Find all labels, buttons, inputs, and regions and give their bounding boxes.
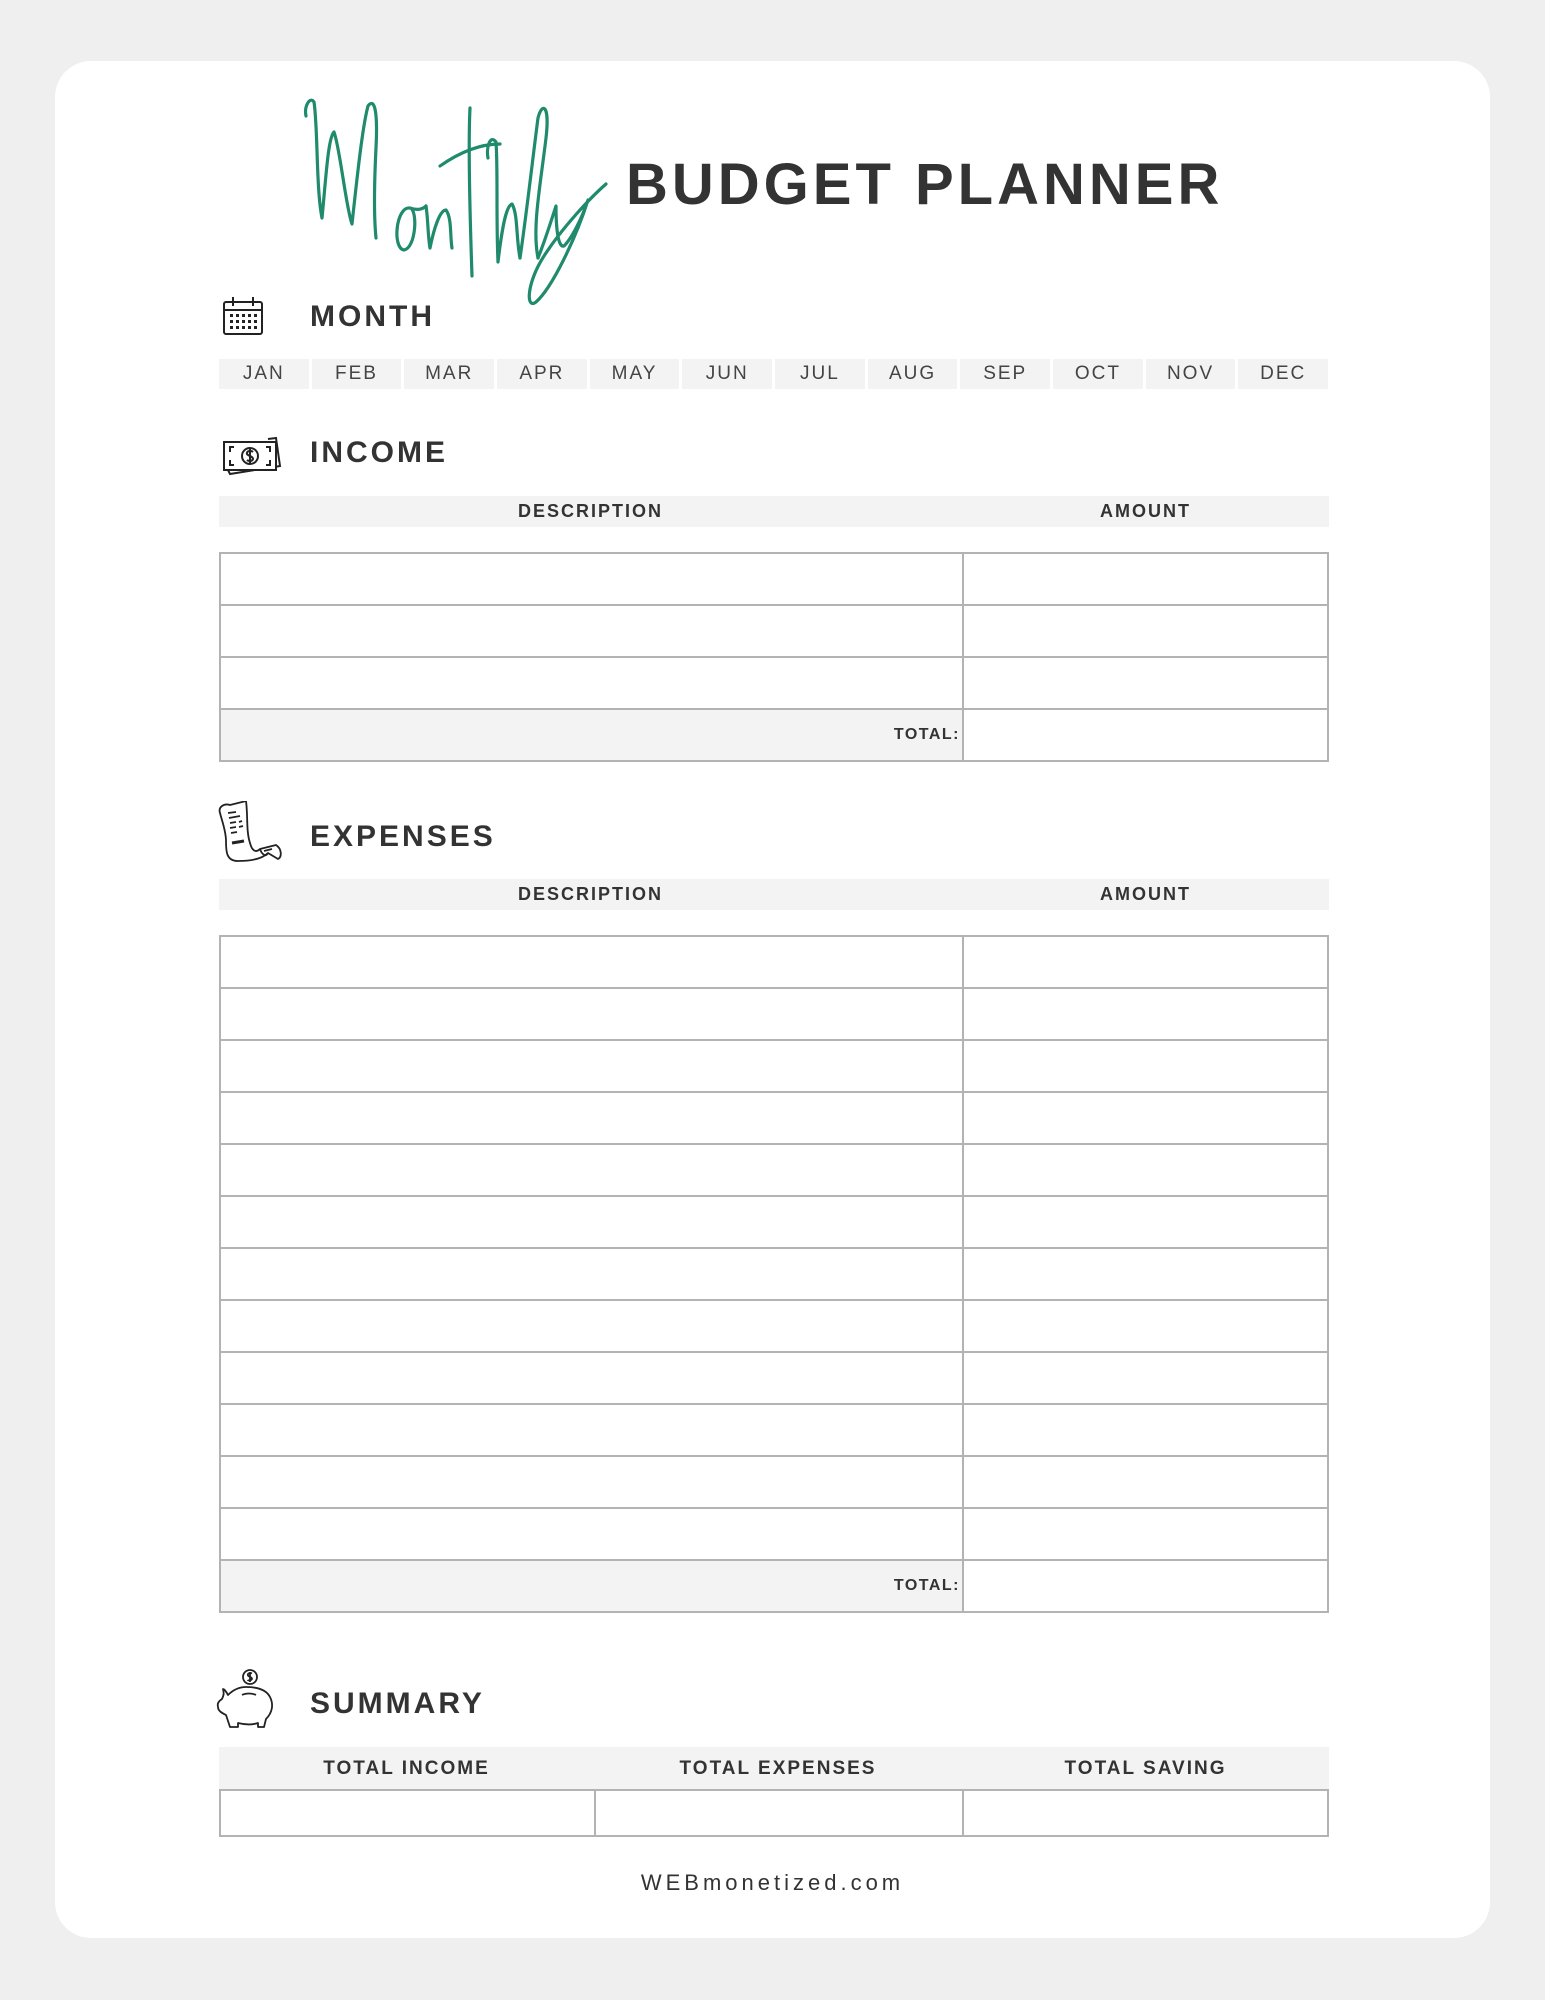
table-row	[220, 1508, 1328, 1560]
table-row	[220, 1300, 1328, 1352]
page-title: BUDGET PLANNER	[626, 152, 1224, 217]
table-row	[220, 657, 1328, 709]
expense-amount-cell[interactable]	[963, 1040, 1328, 1092]
month-apr[interactable]: APR	[497, 359, 587, 389]
expense-amount-cell[interactable]	[963, 1508, 1328, 1560]
income-amount-cell[interactable]	[963, 657, 1328, 709]
total-expenses-header: TOTAL EXPENSES	[679, 1757, 877, 1779]
expenses-total-label: TOTAL:	[220, 1560, 963, 1612]
total-income-cell[interactable]	[220, 1790, 595, 1836]
total-saving-cell[interactable]	[963, 1790, 1328, 1836]
table-row	[220, 1404, 1328, 1456]
expenses-table-header	[219, 879, 1329, 910]
expenses-section-title: EXPENSES	[310, 820, 496, 853]
expenses-total-cell[interactable]	[963, 1560, 1328, 1612]
expense-description-cell[interactable]	[220, 988, 963, 1040]
expense-amount-cell[interactable]	[963, 1352, 1328, 1404]
table-row	[220, 1196, 1328, 1248]
income-amount-header: AMOUNT	[1100, 501, 1191, 521]
expense-amount-cell[interactable]	[963, 936, 1328, 988]
income-description-header: DESCRIPTION	[517, 501, 663, 521]
table-row	[220, 1790, 1328, 1836]
expenses-table	[219, 935, 1329, 1613]
month-jun[interactable]: JUN	[682, 359, 772, 389]
income-description-cell[interactable]	[220, 605, 963, 657]
expense-description-cell[interactable]	[220, 936, 963, 988]
expense-amount-cell[interactable]	[963, 1144, 1328, 1196]
table-row	[220, 988, 1328, 1040]
month-jul[interactable]: JUL	[775, 359, 865, 389]
table-row	[220, 553, 1328, 605]
table-row	[220, 1040, 1328, 1092]
expense-description-cell[interactable]	[220, 1196, 963, 1248]
expense-description-cell[interactable]	[220, 1456, 963, 1508]
expense-description-cell[interactable]	[220, 1144, 963, 1196]
income-total-cell[interactable]	[963, 709, 1328, 761]
expense-description-cell[interactable]	[220, 1352, 963, 1404]
money-icon	[222, 434, 284, 476]
receipt-icon	[216, 801, 284, 863]
expenses-description-header: DESCRIPTION	[517, 884, 663, 904]
income-table	[219, 552, 1329, 762]
month-dec[interactable]: DEC	[1238, 359, 1328, 389]
monthly-script-title	[300, 88, 620, 308]
expense-amount-cell[interactable]	[963, 988, 1328, 1040]
expense-description-cell[interactable]	[220, 1508, 963, 1560]
expense-description-cell[interactable]	[220, 1404, 963, 1456]
month-sep[interactable]: SEP	[960, 359, 1050, 389]
summary-table	[219, 1789, 1329, 1837]
total-saving-header: TOTAL SAVING	[1064, 1757, 1227, 1779]
expenses-amount-header: AMOUNT	[1100, 884, 1191, 904]
expense-description-cell[interactable]	[220, 1248, 963, 1300]
month-feb[interactable]: FEB	[312, 359, 402, 389]
month-mar[interactable]: MAR	[404, 359, 494, 389]
table-row	[220, 1092, 1328, 1144]
income-amount-cell[interactable]	[963, 605, 1328, 657]
total-expenses-cell[interactable]	[595, 1790, 963, 1836]
footer-brand: WEBmonetized.com	[640, 1870, 905, 1895]
table-row	[220, 605, 1328, 657]
expense-description-cell[interactable]	[220, 1300, 963, 1352]
month-aug[interactable]: AUG	[868, 359, 958, 389]
table-row	[220, 1456, 1328, 1508]
expense-description-cell[interactable]	[220, 1040, 963, 1092]
piggy-bank-icon	[216, 1669, 274, 1733]
expense-amount-cell[interactable]	[963, 1248, 1328, 1300]
month-may[interactable]: MAY	[590, 359, 680, 389]
month-oct[interactable]: OCT	[1053, 359, 1143, 389]
income-total-row	[220, 709, 1328, 761]
expense-description-cell[interactable]	[220, 1092, 963, 1144]
income-amount-cell[interactable]	[963, 553, 1328, 605]
expense-amount-cell[interactable]	[963, 1456, 1328, 1508]
summary-section-title: SUMMARY	[310, 1687, 485, 1720]
expense-amount-cell[interactable]	[963, 1196, 1328, 1248]
table-row	[220, 1352, 1328, 1404]
calendar-icon	[222, 296, 264, 336]
month-selector	[219, 359, 1328, 389]
table-row	[220, 936, 1328, 988]
month-nov[interactable]: NOV	[1146, 359, 1236, 389]
income-section-title: INCOME	[310, 436, 448, 469]
expenses-total-row	[220, 1560, 1328, 1612]
income-description-cell[interactable]	[220, 657, 963, 709]
expense-amount-cell[interactable]	[963, 1300, 1328, 1352]
income-table-header	[219, 496, 1329, 527]
income-description-cell[interactable]	[220, 553, 963, 605]
table-row	[220, 1248, 1328, 1300]
month-jan[interactable]: JAN	[219, 359, 309, 389]
table-row	[220, 1144, 1328, 1196]
income-total-label: TOTAL:	[220, 709, 963, 761]
expense-amount-cell[interactable]	[963, 1404, 1328, 1456]
expense-amount-cell[interactable]	[963, 1092, 1328, 1144]
total-income-header: TOTAL INCOME	[323, 1757, 490, 1779]
month-section-title: MONTH	[310, 300, 435, 333]
summary-table-header	[219, 1747, 1329, 1790]
